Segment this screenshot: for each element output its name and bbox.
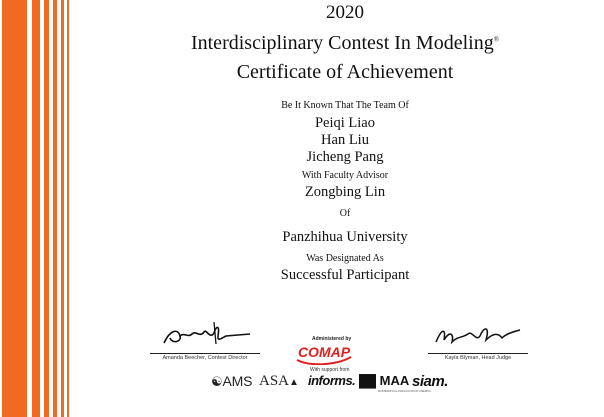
orange-border-stripe-3 xyxy=(44,0,49,417)
registered-mark: ® xyxy=(493,35,500,44)
intro-line: Be It Known That The Team Of xyxy=(281,100,409,111)
asa-logo-mark: ▲ xyxy=(289,377,299,388)
informs-logo: informs. xyxy=(308,373,356,388)
advisor-label: With Faculty Advisor xyxy=(301,170,389,181)
certificate-year: 2020 xyxy=(326,2,364,23)
orange-border-stripe-5 xyxy=(61,0,64,417)
asa-logo xyxy=(259,373,299,390)
left-signature-caption: Amanda Beecher, Contest Director xyxy=(162,355,248,361)
designation-label: Was Designated As xyxy=(306,253,384,264)
right-signature-line xyxy=(428,353,528,354)
left-signature-line xyxy=(150,353,260,354)
of-label: Of xyxy=(339,208,351,219)
faculty-advisor: Zongbing Lin xyxy=(304,184,386,200)
siam-logo: siam. xyxy=(412,373,448,390)
orange-border-stripe-1 xyxy=(2,0,27,417)
left-signature-block xyxy=(150,318,260,361)
right-signature-block xyxy=(428,320,528,361)
orange-border-stripe-4 xyxy=(53,0,57,417)
maa-logo-mark: ██ xyxy=(359,374,377,388)
left-signature-image xyxy=(150,318,260,348)
designation-value: Successful Participant xyxy=(280,267,410,283)
institution-name: Panzhihua University xyxy=(282,229,408,245)
support-label: With support from xyxy=(310,367,350,373)
comap-logo xyxy=(293,343,355,365)
asa-logo-text: ASA xyxy=(259,373,290,389)
contest-name-text: Interdisciplinary Contest In Modeling xyxy=(190,32,494,54)
administered-by-label: Administered by xyxy=(312,336,352,342)
maa-logo xyxy=(359,373,409,388)
maa-logo-subtitle: MATHEMATICAL ASSOCIATION OF AMERICA xyxy=(378,390,431,393)
certificate-title: Certificate of Achievement xyxy=(236,61,454,83)
orange-border-stripe-2 xyxy=(32,0,40,417)
ams-logo xyxy=(211,373,252,390)
team-member-3: Jicheng Pang xyxy=(306,149,384,165)
ams-logo-text: AMS xyxy=(222,373,253,389)
orange-border-stripe-6 xyxy=(67,0,69,417)
team-member-2: Han Liu xyxy=(321,132,369,148)
right-signature-caption: Kayla Blyman, Head Judge xyxy=(444,355,512,361)
ams-logo-mark: ☯ xyxy=(211,374,223,389)
contest-name xyxy=(95,32,595,55)
team-member-1: Peiqi Liao xyxy=(314,115,375,131)
maa-logo-text: MAA xyxy=(379,373,410,388)
right-signature-image xyxy=(428,320,528,348)
comap-logo-text: COMAP xyxy=(297,344,351,360)
